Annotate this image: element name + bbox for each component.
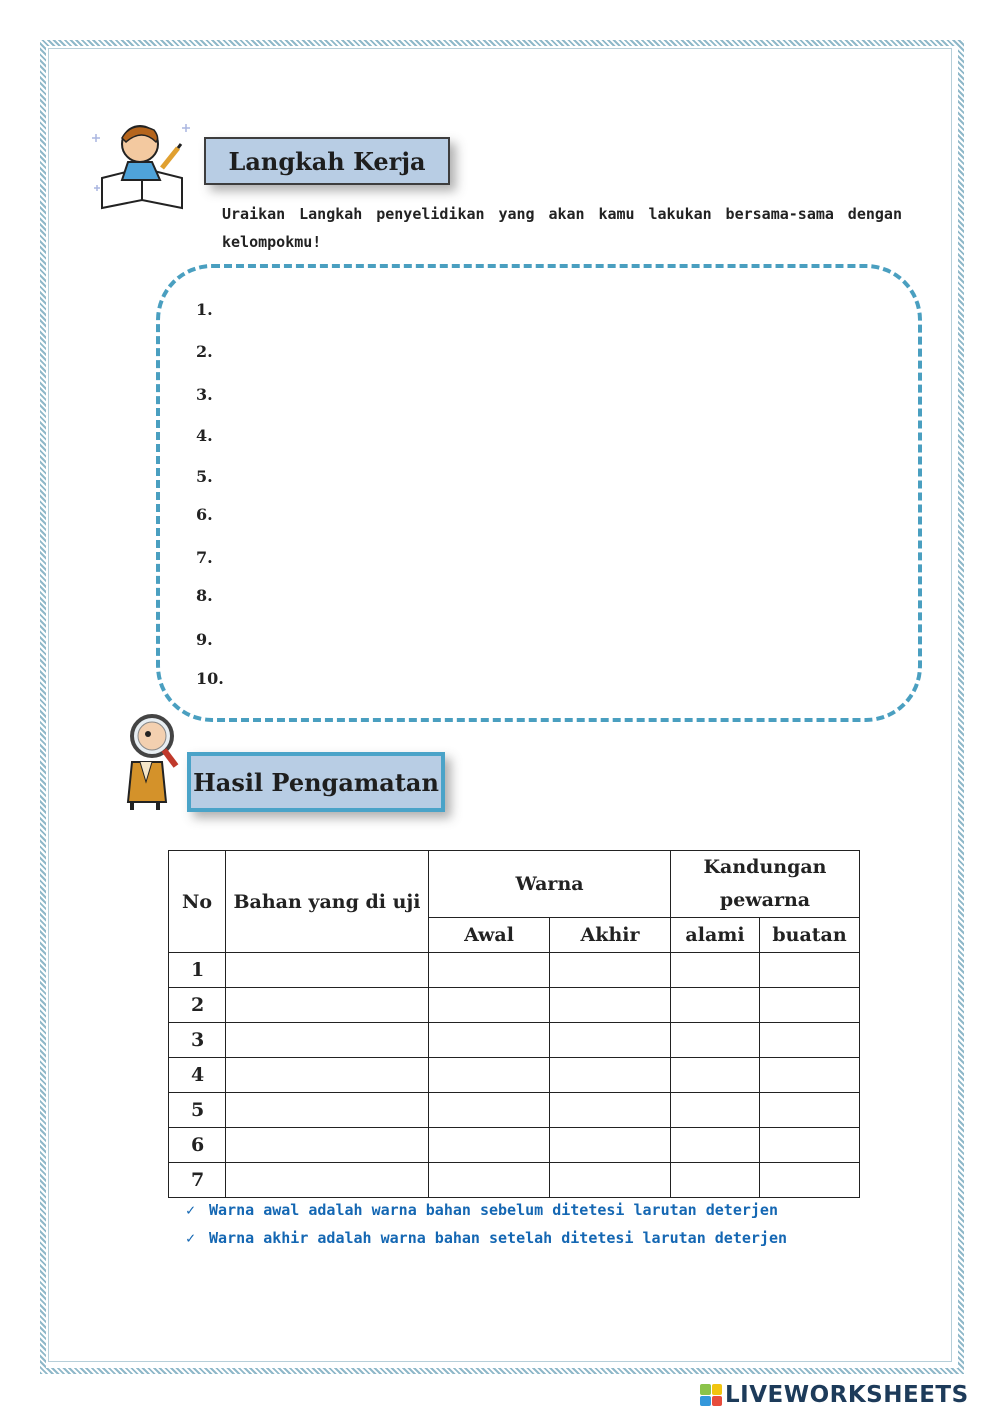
- alami-cell[interactable]: [671, 1128, 760, 1163]
- step-number: 7.: [196, 548, 213, 567]
- student-writing-icon: [82, 108, 204, 216]
- akhir-cell[interactable]: [550, 1023, 671, 1058]
- table-row: [169, 1163, 860, 1198]
- alami-cell[interactable]: [671, 1093, 760, 1128]
- steps-dashed-box: [156, 264, 922, 722]
- bahan-cell[interactable]: [226, 1023, 429, 1058]
- akhir-cell[interactable]: [550, 1093, 671, 1128]
- step-number: 5.: [196, 467, 213, 486]
- liveworksheets-logo-icon: [700, 1384, 722, 1406]
- awal-cell[interactable]: [429, 1093, 550, 1128]
- alami-cell[interactable]: [671, 1058, 760, 1093]
- note-item: [186, 1196, 787, 1224]
- brand-text: LIVEWORKSHEETS: [725, 1382, 969, 1408]
- akhir-cell[interactable]: [550, 953, 671, 988]
- awal-cell[interactable]: [429, 1163, 550, 1198]
- table-row: [169, 1023, 860, 1058]
- alami-cell[interactable]: [671, 1023, 760, 1058]
- notes-list: [186, 1196, 787, 1252]
- step-number: 4.: [196, 426, 213, 445]
- bahan-cell[interactable]: [226, 988, 429, 1023]
- buatan-cell[interactable]: [760, 1058, 860, 1093]
- col-header-buatan: buatan: [760, 918, 860, 953]
- detective-magnifier-icon: [118, 712, 192, 812]
- checkmark-icon: ✓: [186, 1229, 196, 1247]
- table-row: [169, 1093, 860, 1128]
- col-header-bahan: Bahan yang di uji: [226, 851, 429, 953]
- row-number: 6: [169, 1128, 226, 1163]
- buatan-cell[interactable]: [760, 1163, 860, 1198]
- note-text: Warna awal adalah warna bahan sebelum ditetesi larutan deterjen: [209, 1201, 778, 1219]
- liveworksheets-brand: [700, 1382, 969, 1408]
- row-number: 4: [169, 1058, 226, 1093]
- step-number: 9.: [196, 630, 213, 649]
- row-number: 2: [169, 988, 226, 1023]
- bahan-cell[interactable]: [226, 1163, 429, 1198]
- row-number: 5: [169, 1093, 226, 1128]
- table-row: [169, 953, 860, 988]
- table-row: [169, 1128, 860, 1163]
- langkah-kerja-header: Langkah Kerja: [204, 137, 450, 185]
- awal-cell[interactable]: [429, 1058, 550, 1093]
- observation-table: [168, 850, 860, 1198]
- bahan-cell[interactable]: [226, 1058, 429, 1093]
- row-number: 7: [169, 1163, 226, 1198]
- step-number: 10.: [196, 669, 224, 688]
- awal-cell[interactable]: [429, 1128, 550, 1163]
- akhir-cell[interactable]: [550, 1128, 671, 1163]
- akhir-cell[interactable]: [550, 988, 671, 1023]
- row-number: 1: [169, 953, 226, 988]
- awal-cell[interactable]: [429, 953, 550, 988]
- bahan-cell[interactable]: [226, 1128, 429, 1163]
- awal-cell[interactable]: [429, 988, 550, 1023]
- step-number: 3.: [196, 385, 213, 404]
- step-number: 2.: [196, 342, 213, 361]
- col-header-no: No: [169, 851, 226, 953]
- bahan-cell[interactable]: [226, 953, 429, 988]
- buatan-cell[interactable]: [760, 953, 860, 988]
- step-number: 1.: [196, 300, 213, 319]
- step-number: 8.: [196, 586, 213, 605]
- note-text: Warna akhir adalah warna bahan setelah ditetesi larutan deterjen: [209, 1229, 787, 1247]
- table-row: [169, 988, 860, 1023]
- buatan-cell[interactable]: [760, 1023, 860, 1058]
- bahan-cell[interactable]: [226, 1093, 429, 1128]
- alami-cell[interactable]: [671, 1163, 760, 1198]
- col-header-alami: alami: [671, 918, 760, 953]
- col-header-akhir: Akhir: [550, 918, 671, 953]
- col-header-kandungan: Kandungan pewarna: [671, 851, 860, 918]
- table-row: [169, 1058, 860, 1093]
- instruction-text: Uraikan Langkah penyelidikan yang akan kamu lakukan bersama-sama dengan kelompokmu!: [222, 205, 902, 251]
- hasil-pengamatan-header: Hasil Pengamatan: [187, 752, 445, 812]
- alami-cell[interactable]: [671, 953, 760, 988]
- step-number: 6.: [196, 505, 213, 524]
- akhir-cell[interactable]: [550, 1163, 671, 1198]
- akhir-cell[interactable]: [550, 1058, 671, 1093]
- col-header-awal: Awal: [429, 918, 550, 953]
- alami-cell[interactable]: [671, 988, 760, 1023]
- awal-cell[interactable]: [429, 1023, 550, 1058]
- checkmark-icon: ✓: [186, 1201, 196, 1219]
- col-header-warna: Warna: [429, 851, 671, 918]
- note-item: [186, 1224, 787, 1252]
- buatan-cell[interactable]: [760, 1093, 860, 1128]
- buatan-cell[interactable]: [760, 988, 860, 1023]
- buatan-cell[interactable]: [760, 1128, 860, 1163]
- row-number: 3: [169, 1023, 226, 1058]
